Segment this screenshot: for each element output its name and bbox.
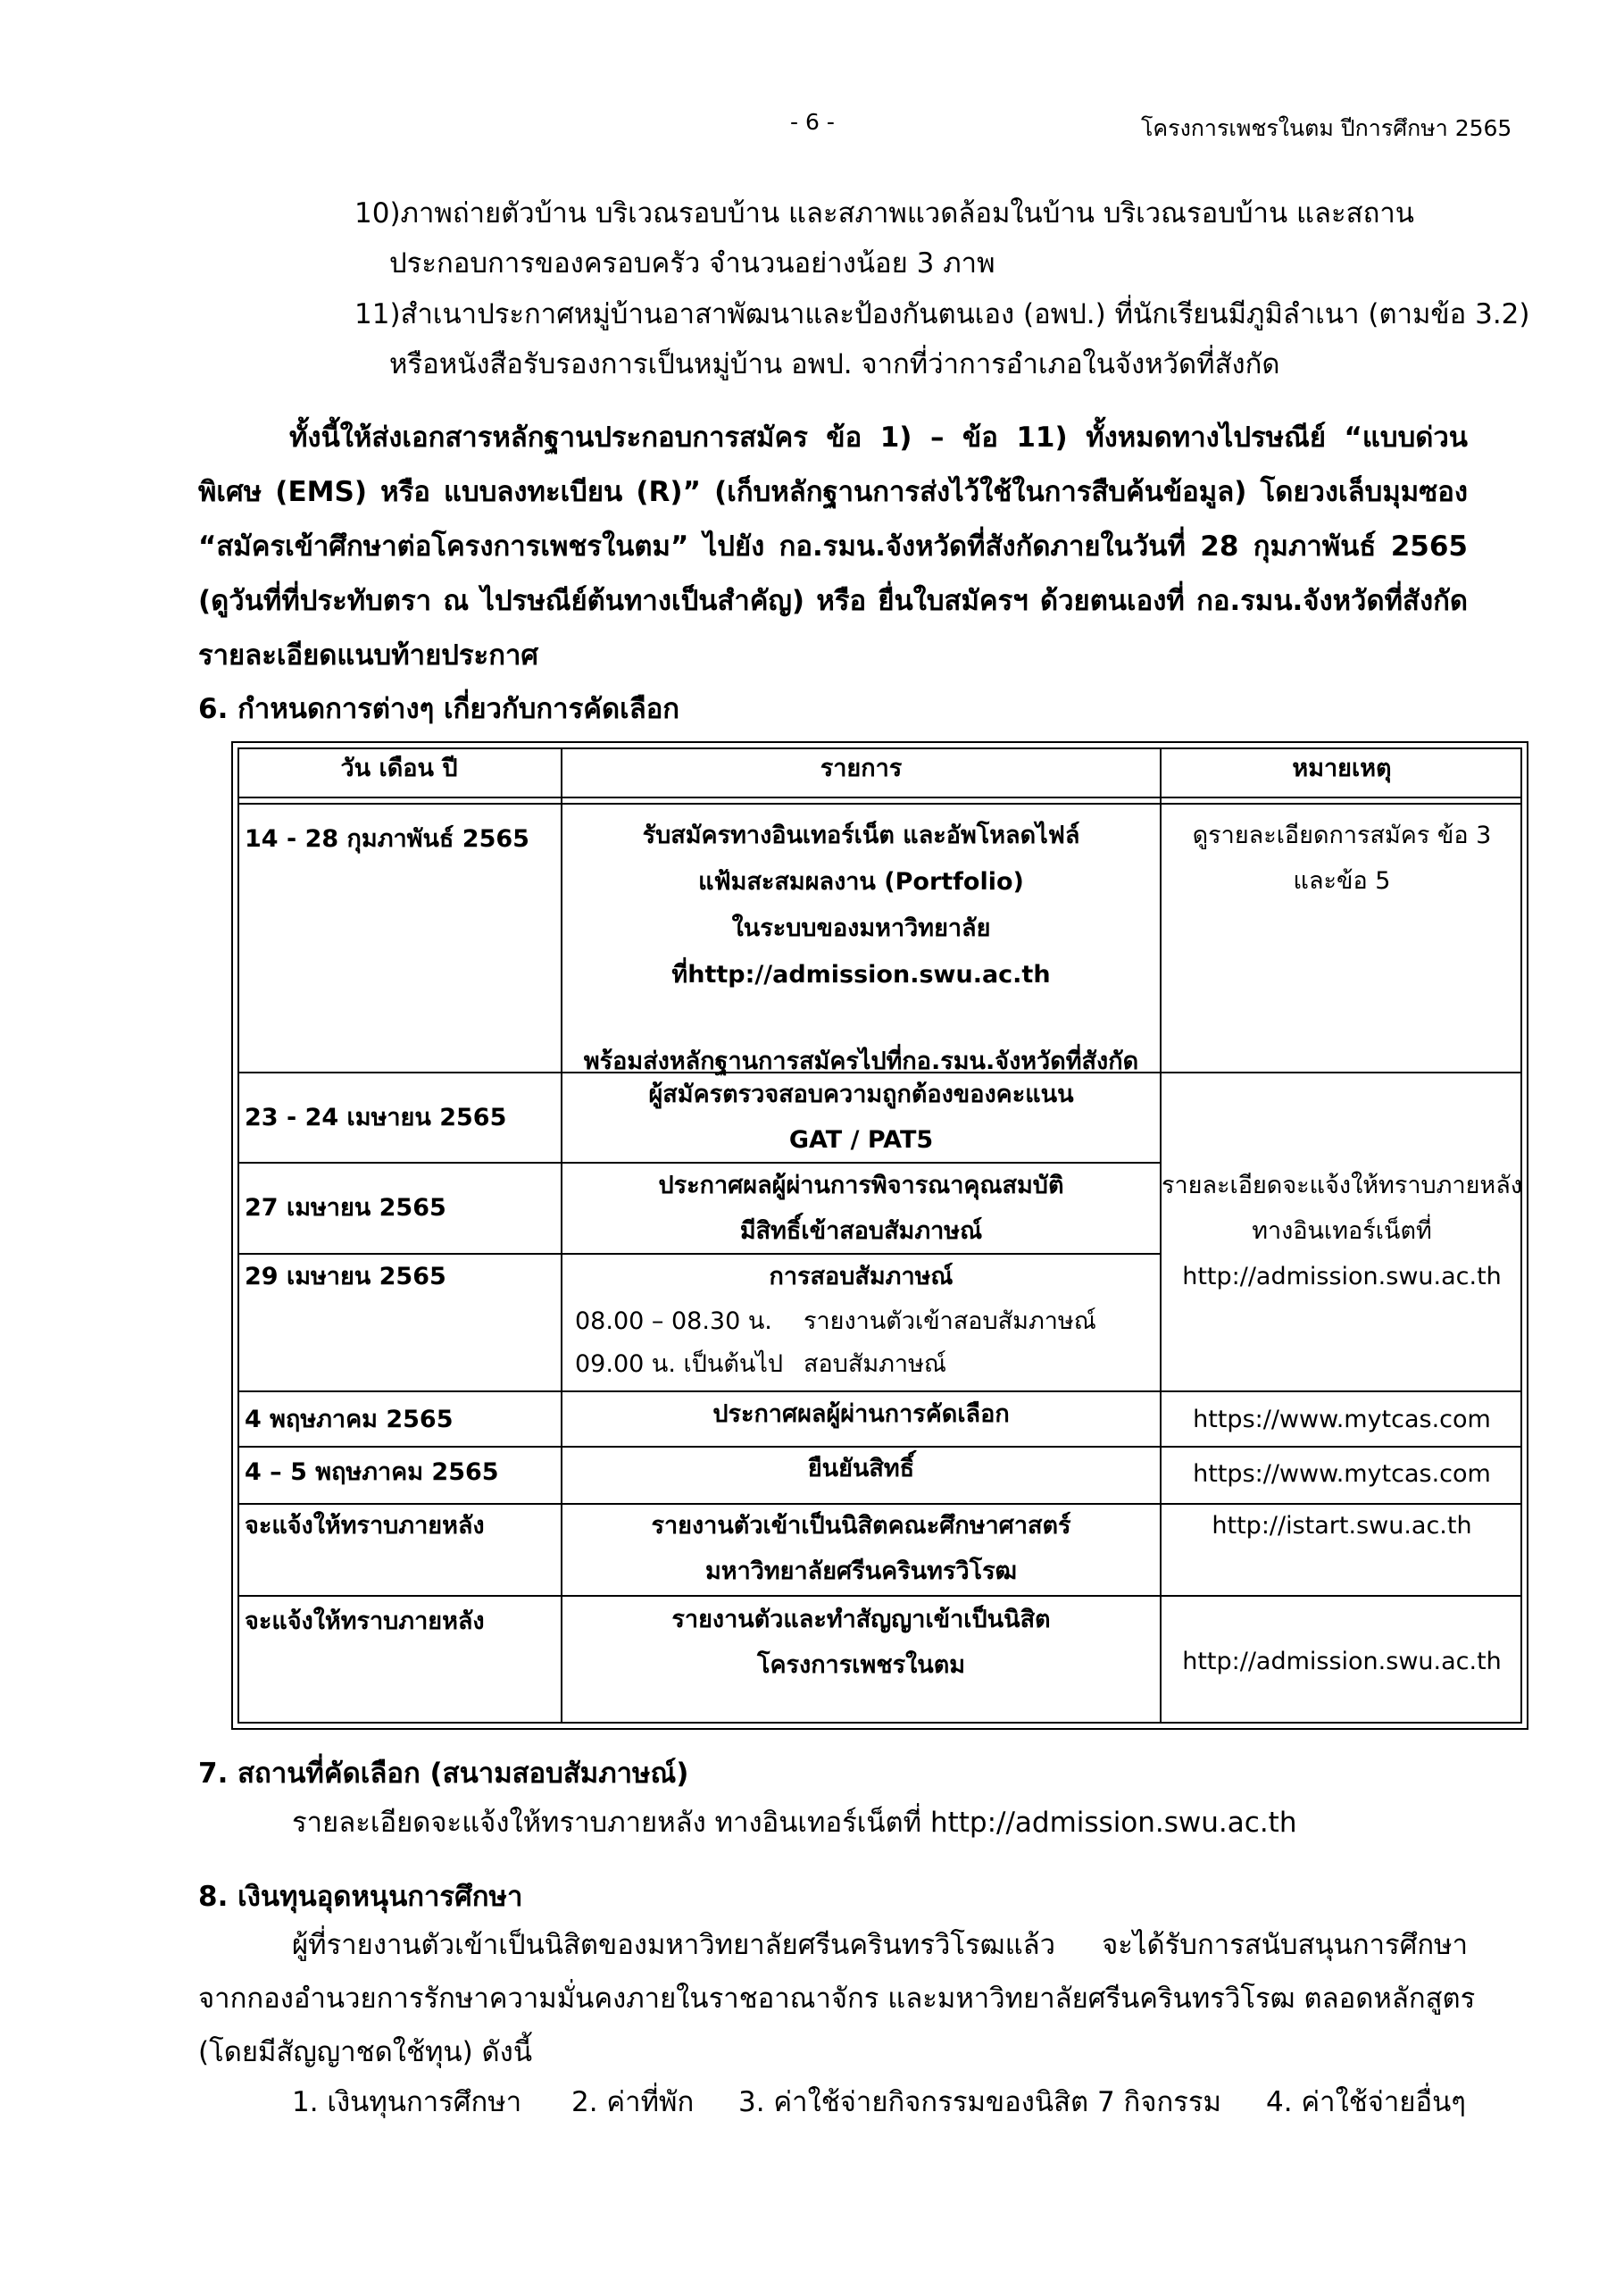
row-date: จะแจ้งให้ทราบภายหลัง	[245, 1512, 485, 1540]
row-item	[562, 1163, 1160, 1254]
interview-activity: รายงานตัวเข้าสอบสัมภาษณ์	[804, 1307, 1096, 1335]
doc-item-10-line1: 10)ภาพถ่ายตัวบ้าน บริเวณรอบบ้าน และสภาพแวดล้อมในบ้าน บริเวณรอบบ้าน และสถาน	[354, 197, 1414, 230]
row-item	[562, 1597, 1160, 1688]
section-8-body	[198, 1918, 1476, 2079]
doc-item-11-line1: 11)สำเนาประกาศหมู่บ้านอาสาพัฒนาและป้องกันตนเอง (อพป.) ที่นักเรียนมีภูมิลำเนา (ตามข้อ 3.2)	[354, 298, 1530, 330]
row-item-line: GAT / PAT5	[788, 1126, 934, 1154]
merged-note-line: ทางอินเทอร์เน็ตที่	[1252, 1217, 1432, 1245]
row-item-line: รายงานตัวและทำสัญญาเข้าเป็นนิสิต	[671, 1606, 1051, 1633]
row-date: 29 เมษายน 2565	[245, 1263, 446, 1290]
merged-note-line: รายละเอียดจะแจ้งให้ทราบภายหลัง	[1162, 1172, 1522, 1199]
row-item-line: แฟ้มสะสมผลงาน (Portfolio)	[698, 868, 1024, 896]
header-date: วัน เดือน ปี	[340, 755, 458, 782]
row-note	[1162, 813, 1522, 904]
row-item-line: ในระบบของมหาวิทยาลัย	[731, 914, 991, 942]
row-item-line: ผู้สมัครตรวจสอบความถูกต้องของคะแนน	[648, 1081, 1074, 1108]
interview-activity: สอบสัมภาษณ์	[804, 1350, 946, 1378]
row-note: https://www.mytcas.com	[1193, 1406, 1491, 1433]
benefit-item: 3. ค่าใช้จ่ายกิจกรรมของนิสิต 7 กิจกรรม	[738, 2086, 1221, 2118]
row-date: 4 พฤษภาคม 2565	[245, 1406, 454, 1433]
doc-item-10-line2: ประกอบการของครอบครัว จำนวนอย่างน้อย 3 ภาพ	[389, 247, 995, 280]
row-date: 27 เมษายน 2565	[245, 1194, 446, 1222]
section-7-title: 7. สถานที่คัดเลือก (สนามสอบสัมภาษณ์)	[198, 1757, 689, 1790]
section-8-line: ผู้ที่รายงานตัวเข้าเป็นนิสิตของมหาวิทยาลัยศรีนครินทรวิโรฒแล้ว จะได้รับการสนับสนุนการศึกษา	[292, 1929, 1468, 1961]
submission-paragraph	[198, 411, 1468, 683]
section-7-body: รายละเอียดจะแจ้งให้ทราบภายหลัง ทางอินเทอร์เน็ตที่ http://admission.swu.ac.th	[292, 1807, 1297, 1839]
submission-line: รายละเอียดแนบท้ายประกาศ	[198, 639, 539, 672]
submission-line: พิเศษ (EMS) หรือ แบบลงทะเบียน (R)” (เก็บหลักฐานการส่งไว้ใช้ในการสืบค้นข้อมูล) โดยวงเล็บมุมซอง	[198, 476, 1468, 508]
running-header-title: โครงการเพชรในตม ปีการศึกษา 2565	[1141, 115, 1512, 141]
interview-time: 09.00 น. เป็นต้นไป	[575, 1350, 784, 1378]
row-date: 14 - 28 กุมภาพันธ์ 2565	[245, 825, 529, 853]
page-number: - 6 -	[790, 109, 835, 135]
row-item-line: พร้อมส่งหลักฐานการสมัครไปที่กอ.รมน.จังหวัดที่สังกัด	[583, 1048, 1139, 1075]
row-item-line: รับสมัครทางอินเทอร์เน็ต และอัพโหลดไฟล์	[642, 822, 1080, 849]
row-date: จะแจ้งให้ทราบภายหลัง	[245, 1607, 485, 1635]
row-item: ประกาศผลผู้ผ่านการคัดเลือก	[712, 1400, 1010, 1428]
submission-line: (ดูวันที่ที่ประทับตรา ณ ไปรษณีย์ต้นทางเป็นสำคัญ) หรือ ยื่นใบสมัครฯ ด้วยตนเองที่ กอ.รมน.จังหวัดที่สังกัด	[198, 585, 1468, 617]
row-note-line: ดูรายละเอียดการสมัคร ข้อ 3	[1192, 822, 1492, 849]
row-item-line: มหาวิทยาลัยศรีนครินทรวิโรฒ	[704, 1557, 1018, 1585]
section-8-title: 8. เงินทุนอุดหนุนการศึกษา	[198, 1881, 523, 1913]
section-8-line: (โดยมีสัญญาชดใช้ทุน) ดังนี้	[198, 2036, 533, 2068]
merged-note	[1162, 1163, 1522, 1299]
section-6-title: 6. กำหนดการต่างๆ เกี่ยวกับการคัดเลือก	[198, 693, 680, 725]
row-item-line: รายงานตัวเข้าเป็นนิสิตคณะศึกษาศาสตร์	[651, 1512, 1071, 1540]
schedule-table	[231, 741, 1528, 1730]
merged-note-line: http://admission.swu.ac.th	[1182, 1263, 1502, 1290]
row-note: https://www.mytcas.com	[1193, 1460, 1491, 1488]
row-item-line: ประกาศผลผู้ผ่านการพิจารณาคุณสมบัติ	[658, 1172, 1064, 1199]
row-note-line: และข้อ 5	[1293, 867, 1391, 895]
row-date: 4 – 5 พฤษภาคม 2565	[245, 1458, 499, 1486]
row-item	[562, 1503, 1160, 1594]
interview-title: การสอบสัมภาษณ์	[769, 1263, 954, 1290]
header-item: รายการ	[820, 755, 903, 782]
row-item: ยืนยันสิทธิ์	[807, 1455, 915, 1482]
interview-time: 08.00 – 08.30 น.	[575, 1307, 772, 1335]
submission-line: “สมัครเข้าศึกษาต่อโครงการเพชรในตม” ไปยัง กอ.รมน.จังหวัดที่สังกัดภายในวันที่ 28 กุมภาพันธ์ 2565	[198, 530, 1468, 563]
benefit-item: 2. ค่าที่พัก	[571, 2086, 695, 2118]
row-note: http://istart.swu.ac.th	[1212, 1512, 1472, 1540]
row-date: 23 - 24 เมษายน 2565	[245, 1104, 507, 1131]
benefit-item: 4. ค่าใช้จ่ายอื่นๆ	[1266, 2086, 1466, 2118]
doc-item-11-line2: หรือหนังสือรับรองการเป็นหมู่บ้าน อพป. จากที่ว่าการอำเภอในจังหวัดที่สังกัด	[389, 348, 1280, 380]
submission-line: ทั้งนี้ให้ส่งเอกสารหลักฐานประกอบการสมัคร ข้อ 1) – ข้อ 11) ทั้งหมดทางไปรษณีย์ “แบบด่วน	[289, 422, 1468, 454]
row-item-line: โครงการเพชรในตม	[756, 1651, 966, 1679]
row-item-line: มีสิทธิ์เข้าสอบสัมภาษณ์	[739, 1217, 983, 1245]
section-8-line: จากกองอำนวยการรักษาความมั่นคงภายในราชอาณาจักร และมหาวิทยาลัยศรีนครินทรวิโรฒ ตลอดหลักสูตร	[198, 1983, 1476, 2015]
benefit-item: 1. เงินทุนการศึกษา	[292, 2086, 522, 2118]
row-item	[562, 1072, 1160, 1163]
header-note: หมายเหตุ	[1292, 755, 1392, 782]
row-item	[562, 813, 1160, 1085]
row-note: http://admission.swu.ac.th	[1182, 1648, 1502, 1675]
row-item-line: ที่http://admission.swu.ac.th	[671, 961, 1051, 989]
